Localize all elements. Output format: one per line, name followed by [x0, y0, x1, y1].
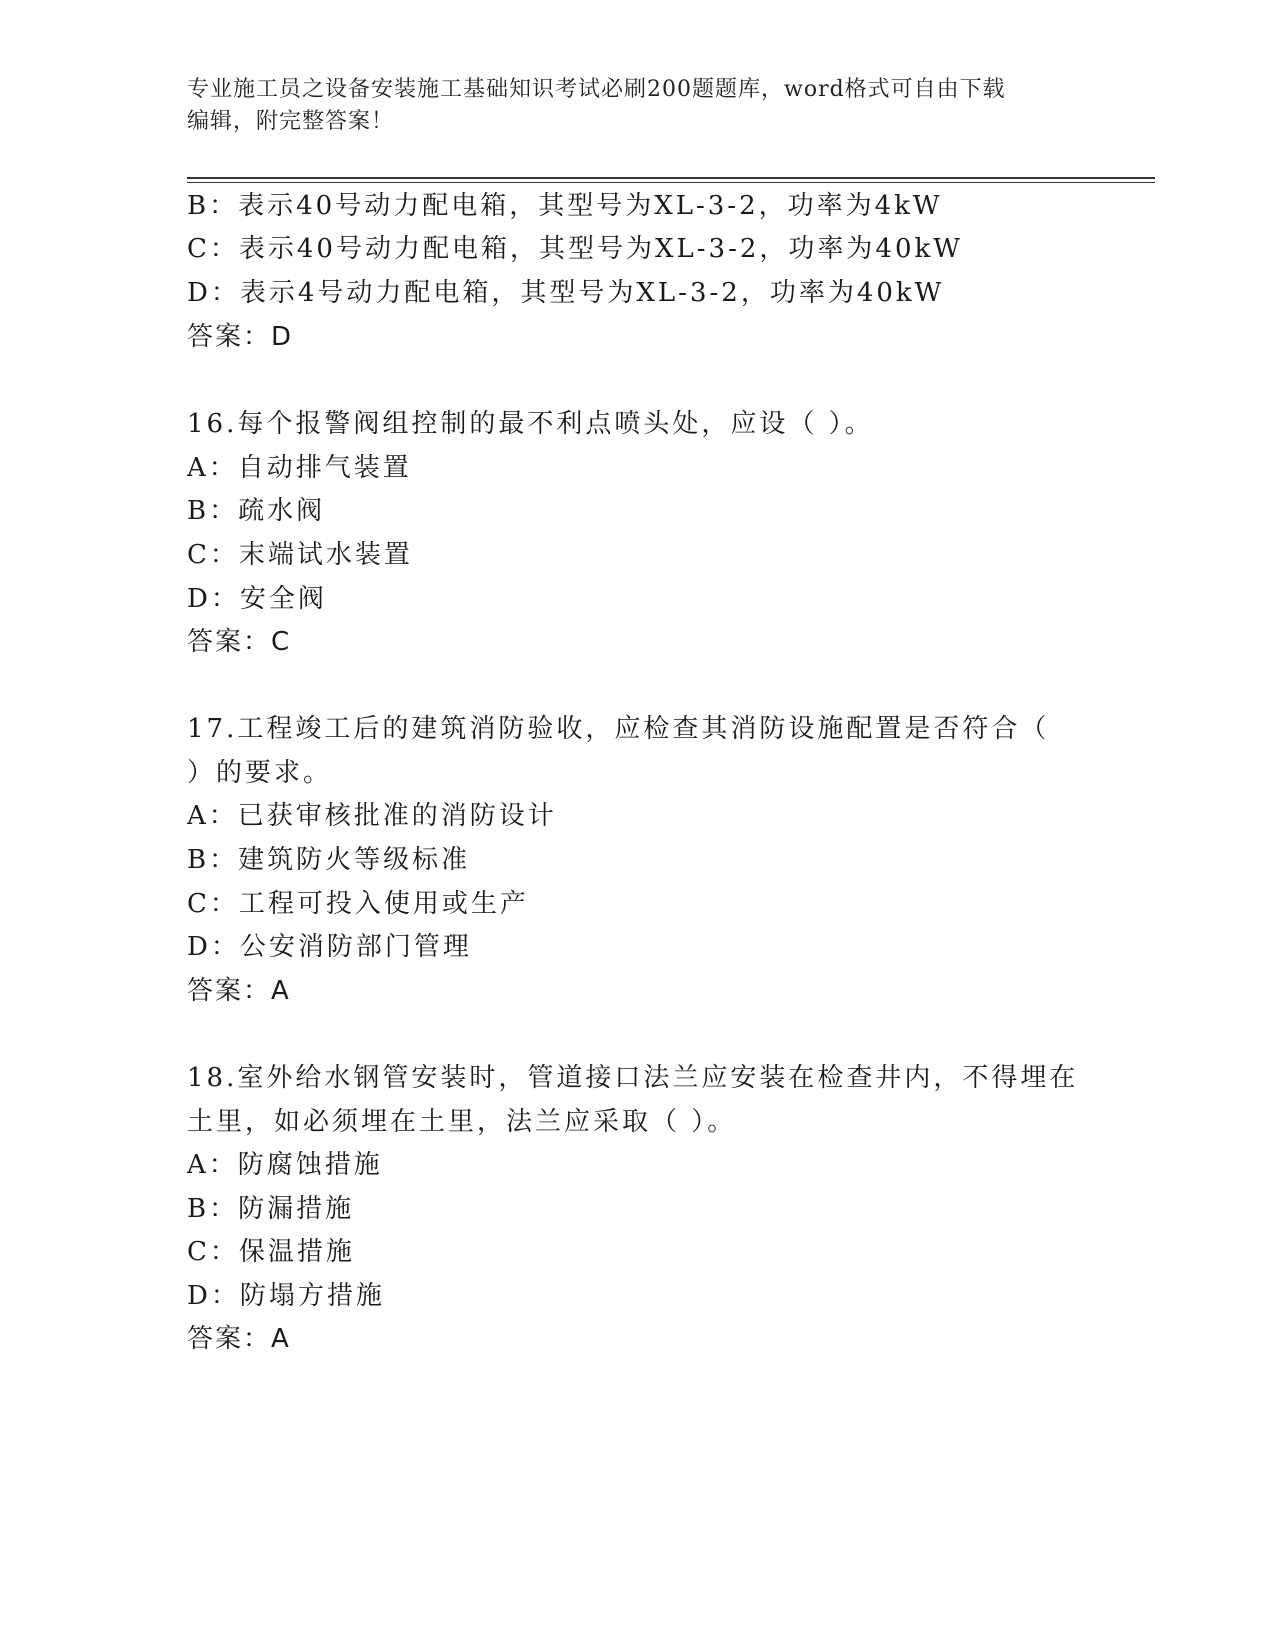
document-header [187, 74, 1067, 138]
q16-answer: 答案：C [187, 627, 292, 657]
q16-option-d: D：安全阀 [187, 584, 327, 614]
q17-option-a: A：已获审核批准的消防设计 [187, 801, 557, 831]
q15-option-c: C：表示40号动力配电箱，其型号为XL-3-2，功率为40kW [187, 234, 963, 264]
q18-question-line-1: 18.室外给水钢管安装时，管道接口法兰应安装在检查井内，不得埋在 [187, 1063, 1079, 1093]
q18-option-a: A：防腐蚀措施 [187, 1150, 383, 1180]
q17-option-d: D：公安消防部门管理 [187, 932, 472, 962]
q15-answer: 答案：D [187, 322, 294, 352]
q18-option-b: B：防漏措施 [187, 1194, 355, 1224]
header-title-line-1: 专业施工员之设备安装施工基础知识考试必刷200题题库，word格式可自由下载 [187, 77, 1006, 102]
q16-option-b: B：疏水阀 [187, 496, 326, 526]
q17-question-line-2: ）的要求。 [187, 758, 333, 788]
q16-question: 16.每个报警阀组控制的最不利点喷头处，应设（ ）。 [187, 409, 874, 439]
q15-option-b: B：表示40号动力配电箱，其型号为XL-3-2，功率为4kW [187, 191, 943, 221]
q16-option-a: A：自动排气装置 [187, 453, 412, 483]
q18-option-c: C：保温措施 [187, 1237, 355, 1267]
q17-question-line-1: 17.工程竣工后的建筑消防验收，应检查其消防设施配置是否符合（ [187, 714, 1050, 744]
q17-option-b: B：建筑防火等级标准 [187, 845, 471, 875]
header-title-line-2: 编辑，附完整答案！ [187, 109, 395, 134]
q18-option-d: D：防塌方措施 [187, 1281, 385, 1311]
q17-option-c: C：工程可投入使用或生产 [187, 889, 529, 919]
q18-question-line-2: 土里，如必须埋在土里，法兰应采取（ ）。 [187, 1107, 737, 1137]
q15-option-d: D：表示4号动力配电箱，其型号为XL-3-2，功率为40kW [187, 278, 945, 308]
header-divider [187, 177, 1155, 179]
q18-answer: 答案：A [187, 1324, 291, 1354]
header-divider-thin [187, 182, 1155, 183]
q16-option-c: C：末端试水装置 [187, 540, 413, 570]
q17-answer: 答案：A [187, 976, 291, 1006]
